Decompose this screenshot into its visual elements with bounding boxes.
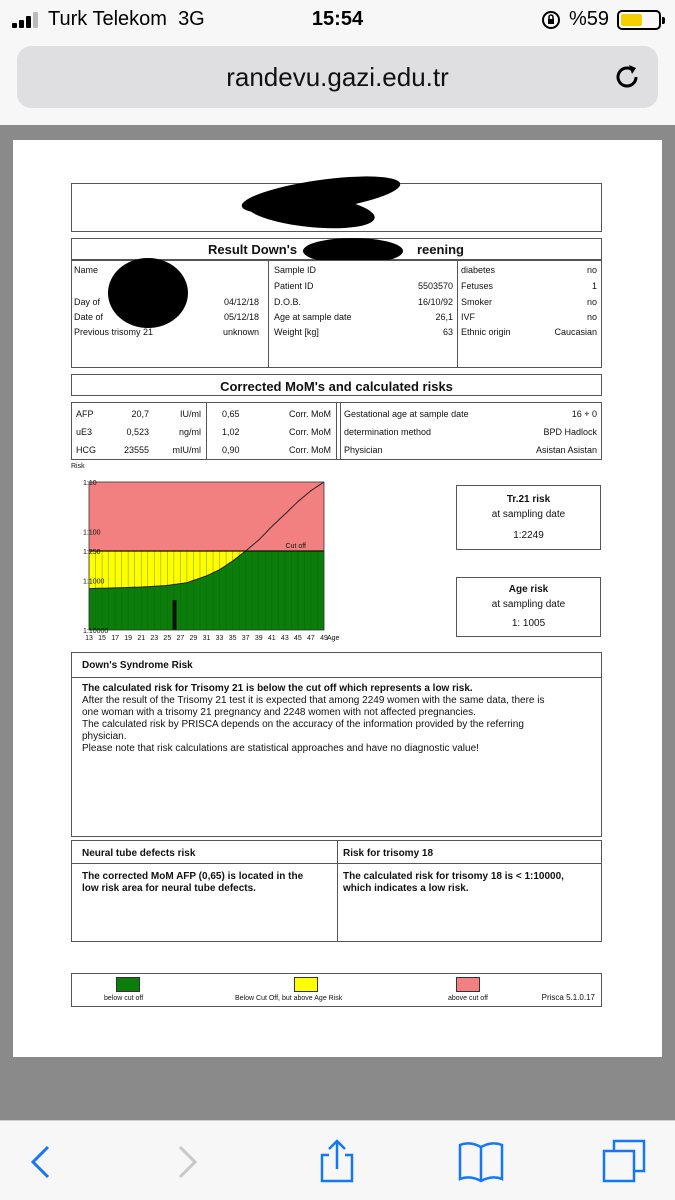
address-bar[interactable]: [17, 46, 658, 108]
physician-value: Asistan Asistan: [535, 445, 597, 455]
battery-percent: %59: [568, 8, 609, 30]
x-tick-label: 25: [163, 635, 172, 642]
legend-swatch-red: [456, 977, 480, 992]
age-label: Age at sample date: [274, 312, 352, 322]
downs-line: The calculated risk for Trisomy 21 is below the cut off which represents a low risk.: [82, 683, 473, 694]
legend-between-label: Below Cut Off, but above Age Risk: [235, 995, 343, 1002]
prisca-version: Prisca 5.1.0.17: [541, 993, 595, 1002]
legend-box: [71, 973, 602, 1007]
legend-swatch-green: [116, 977, 140, 992]
patient-marker: [173, 600, 177, 630]
x-tick-label: 39: [254, 635, 263, 642]
x-tick-label: 33: [215, 635, 224, 642]
marker-unit: mIU/ml: [172, 445, 201, 455]
gestational-age-label: Gestational age at sample date: [344, 409, 469, 419]
legend-above-label: above cut off: [448, 995, 488, 1002]
downs-risk-section: [71, 652, 602, 837]
tr21-risk-value: 1:2249: [513, 530, 544, 541]
x-tick-label: 27: [176, 635, 185, 642]
day-of-label: Day of: [74, 297, 101, 307]
ntd-line: The corrected MoM AFP (0,65) is located in the: [82, 871, 304, 882]
mom-title: Corrected MoM's and calculated risks: [220, 379, 453, 394]
reload-icon[interactable]: [610, 60, 644, 94]
marker-name: AFP: [76, 409, 94, 419]
ntd-t18-section: [71, 840, 602, 942]
marker-unit: IU/ml: [180, 409, 201, 419]
marker-value: 23555: [123, 445, 149, 455]
risk-chart: [69, 460, 345, 660]
fetuses-label: Fetuses: [461, 281, 494, 291]
redaction-scribble: [108, 258, 188, 328]
result-title-tail: reening: [417, 242, 464, 257]
tabs-icon[interactable]: [600, 1139, 650, 1185]
x-tick-label: 15: [98, 635, 106, 642]
downs-heading: Down's Syndrome Risk: [82, 660, 193, 671]
cutoff-label: Cut off: [285, 542, 306, 550]
previous-trisomy-value: unknown: [222, 327, 259, 337]
method-value: BPD Hadlock: [543, 427, 597, 437]
physician-label: Physician: [344, 445, 383, 455]
tr21-risk-title: Tr.21 risk: [506, 494, 551, 505]
share-icon[interactable]: [312, 1139, 362, 1185]
marker-value: 0,523: [126, 427, 149, 437]
report-page: [13, 140, 662, 1057]
x-tick-label: 29: [189, 635, 198, 642]
sample-id-label: Sample ID: [274, 265, 317, 275]
x-tick-label: 43: [280, 635, 289, 642]
downs-line: one woman with a trisomy 21 pregnancy and 2248 women with not affected pregnancies.: [82, 707, 476, 718]
smoker-value: no: [586, 297, 597, 307]
markers-box: [71, 402, 602, 460]
x-tick-label: 45: [293, 635, 302, 642]
x-tick-label: 41: [267, 635, 276, 642]
tr21-risk-box: [456, 485, 601, 550]
marker-mom: 0,65: [222, 409, 240, 419]
clock: 15:54: [311, 8, 364, 30]
diabetes-value: no: [586, 265, 597, 275]
status-bar: [0, 0, 675, 40]
smoker-label: Smoker: [461, 297, 493, 307]
age-value: 26,1: [435, 312, 453, 322]
downs-line: physician.: [82, 731, 127, 742]
marker-name: uE3: [76, 427, 93, 437]
date-of-value: 05/12/18: [223, 312, 259, 322]
ntd-heading: Neural tube defects risk: [82, 848, 196, 859]
t18-line: The calculated risk for trisomy 18 is < 1:10000,: [343, 871, 564, 882]
back-icon[interactable]: [18, 1139, 68, 1185]
ivf-label: IVF: [461, 312, 476, 322]
browser-toolbar: [0, 1120, 675, 1200]
fetuses-value: 1: [591, 281, 597, 291]
dob-value: 16/10/92: [417, 297, 453, 307]
carrier-name: Turk Telekom 3G: [48, 8, 205, 30]
age-risk-sub: at sampling date: [491, 599, 566, 610]
result-title: Result Down's: [208, 242, 298, 257]
legend-below-label: below cut off: [104, 995, 144, 1002]
day-of-value: 04/12/18: [223, 297, 259, 307]
downs-line: The calculated risk by PRISCA depends on the accuracy of the information provided by the referring: [82, 719, 524, 730]
marker-mom: 1,02: [222, 427, 240, 437]
y-tick-label: 1:10000: [83, 628, 109, 635]
weight-label: Weight [kg]: [274, 327, 319, 337]
patient-id-value: 5503570: [417, 281, 453, 291]
x-tick-label: 21: [137, 635, 146, 642]
x-tick-label: 19: [124, 635, 133, 642]
weight-value: 63: [442, 327, 453, 337]
y-tick-label: 1:100: [83, 529, 101, 537]
marker-corr: Corr. MoM: [288, 445, 331, 455]
x-tick-label: 31: [202, 635, 211, 642]
risk-chart-svg: [69, 460, 345, 660]
marker-unit: ng/ml: [178, 427, 201, 437]
t18-line: which indicates a low risk.: [343, 883, 469, 894]
y-tick-label: 1:250: [83, 548, 101, 556]
method-label: determination method: [344, 427, 432, 437]
y-axis-label: Risk: [71, 463, 85, 470]
battery-icon: [617, 10, 661, 30]
x-tick-label: 23: [150, 635, 159, 642]
ethnic-value: Caucasian: [554, 327, 597, 337]
name-label: Name: [74, 265, 99, 275]
marker-corr: Corr. MoM: [288, 409, 331, 419]
ivf-value: no: [586, 312, 597, 322]
date-of-label: Date of: [74, 312, 104, 322]
web-content[interactable]: [0, 125, 675, 1120]
bookmarks-icon[interactable]: [456, 1139, 506, 1185]
x-tick-label: 13: [85, 635, 93, 642]
age-risk-title: Age risk: [508, 584, 549, 595]
ethnic-label: Ethnic origin: [461, 327, 511, 337]
downs-line: Please note that risk calculations are statistical approaches and have no diagnostic value!: [82, 743, 479, 754]
previous-trisomy-label: Previous trisomy 21: [74, 327, 154, 337]
dob-label: D.O.B.: [274, 297, 302, 307]
marker-corr: Corr. MoM: [288, 427, 331, 437]
marker-value: 20,7: [131, 409, 149, 419]
zone-above-cutoff: [89, 482, 324, 551]
orientation-lock-icon: [541, 10, 561, 30]
x-axis-label: Age: [327, 635, 340, 642]
marker-mom: 0,90: [222, 445, 240, 455]
patient-id-label: Patient ID: [274, 281, 314, 291]
mom-title-box: [71, 374, 602, 396]
x-tick-label: 35: [228, 635, 237, 642]
x-tick-label: 49: [320, 635, 328, 642]
url-text[interactable]: randevu.gazi.edu.tr: [226, 62, 449, 92]
x-tick-label: 37: [241, 635, 250, 642]
gestational-age-value: 16 + 0: [571, 409, 597, 419]
marker-name: HCG: [76, 445, 96, 455]
downs-line: After the result of the Trisomy 21 test it is expected that among 2249 women with the same data, there is: [82, 695, 545, 706]
x-tick-label: 17: [111, 635, 120, 642]
y-tick-label: 1:1000: [83, 578, 105, 586]
y-tick-label: 1:10: [83, 480, 97, 487]
age-risk-value: 1: 1005: [511, 618, 546, 629]
tr21-risk-sub: at sampling date: [491, 509, 566, 520]
x-tick-label: 47: [307, 635, 315, 642]
legend-swatch-yellow: [294, 977, 318, 992]
diabetes-label: diabetes: [461, 265, 496, 275]
t18-heading: Risk for trisomy 18: [343, 848, 434, 859]
forward-icon[interactable]: [160, 1139, 210, 1185]
age-risk-box: [456, 577, 601, 637]
ntd-line: low risk area for neural tube defects.: [82, 883, 256, 894]
